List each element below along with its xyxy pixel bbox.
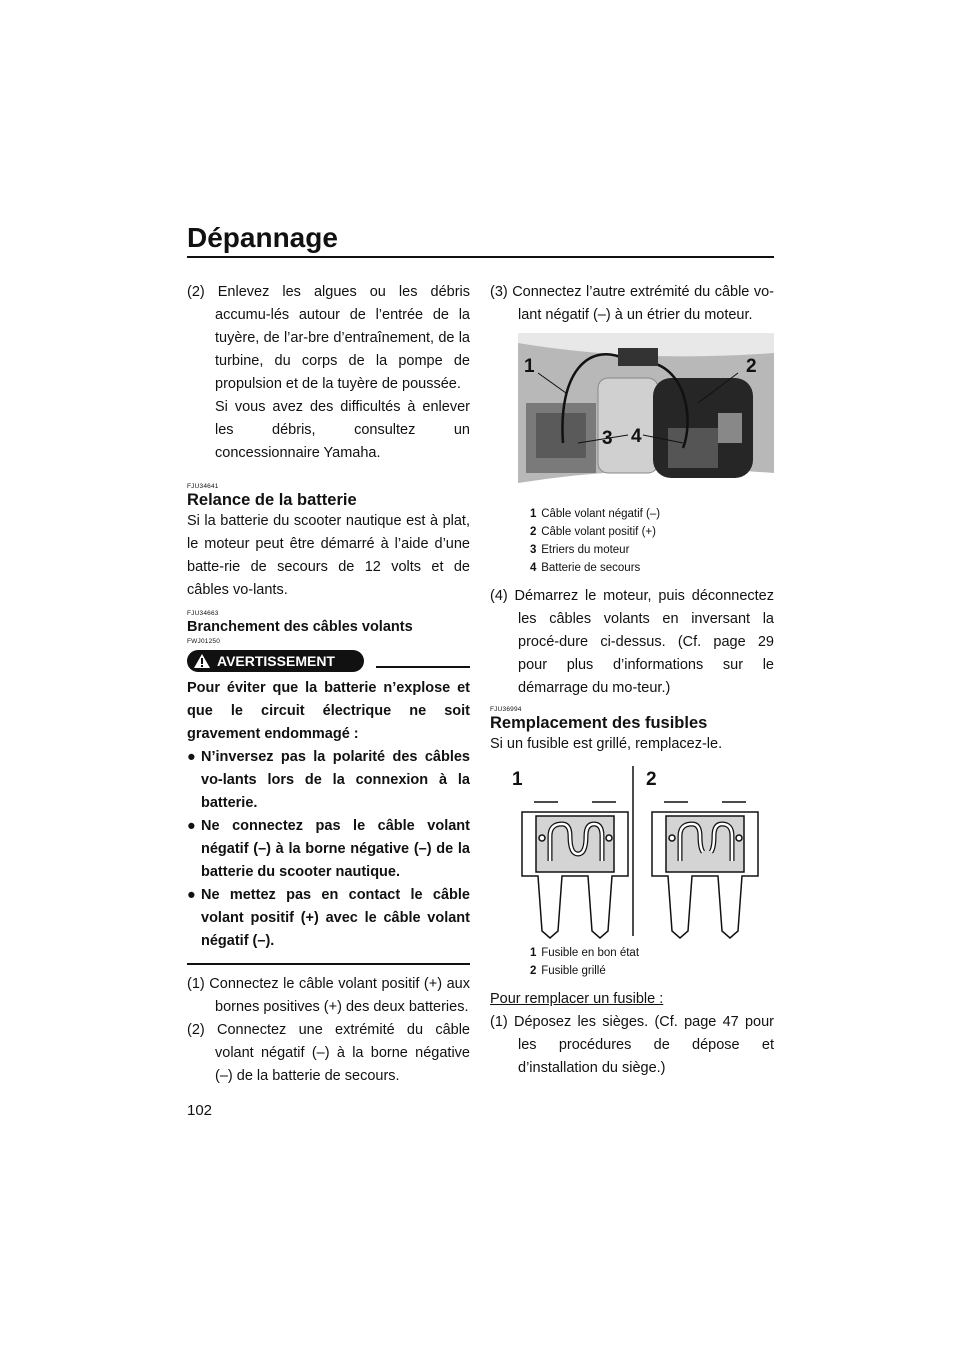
figure-label: 3 xyxy=(602,428,613,449)
reference-code: FJU34641 xyxy=(187,483,219,490)
warning-bullet: ● Ne connectez pas le câble volant négatif (–) à la borne négative (–) de la batterie du scooter nautique. xyxy=(187,815,470,884)
page-title: Dépannage xyxy=(187,222,338,253)
step-3-connect-engine: (3) Connectez l’autre extrémité du câble vo-lant négatif (–) à un étrier du moteur. xyxy=(490,284,774,323)
caption-item: 2 Câble volant positif (+) xyxy=(530,526,656,538)
warning-header xyxy=(187,650,470,672)
step-2-note: Si vous avez des difficultés à enlever les débris, consultez un concessionnaire Yamaha. xyxy=(215,399,470,461)
jump-cable-figure xyxy=(518,333,774,501)
warning-triangle-icon xyxy=(193,653,211,669)
caption-item: 3 Etriers du moteur xyxy=(530,544,630,556)
figure-label: 4 xyxy=(631,426,642,447)
figure-label: 2 xyxy=(646,769,657,790)
header-rule xyxy=(187,256,774,258)
fuse-figure xyxy=(498,766,774,948)
step-2-connect-negative: (2) Connectez une extrémité du câble volant négatif (–) à la borne négative (–) de la batterie de secours. xyxy=(187,1021,470,1084)
warning-end-rule xyxy=(187,963,470,965)
step-1-connect-positive: (1) Connectez le câble volant positif (+) aux bornes positives (+) des deux batteries. xyxy=(187,975,470,1015)
engine-bay-photo xyxy=(518,333,774,501)
left-column xyxy=(187,281,470,1088)
section-text-battery: Si la batterie du scooter nautique est à plat, le moteur peut être démarré à l’aide d’une batte-rie de secours de 12 volts et de câbles vo-lants. xyxy=(187,513,470,598)
section-title-battery: Relance de la batterie xyxy=(187,491,357,509)
warning-body xyxy=(187,677,470,953)
fuse-illustration xyxy=(498,766,768,948)
warning-rule xyxy=(376,666,470,668)
figure-label: 1 xyxy=(512,769,523,790)
reference-code: FJU36994 xyxy=(490,706,522,713)
warning-bullet: ● Ne mettez pas en contact le câble volant positif (+) avec le câble volant négatif (–). xyxy=(187,884,470,953)
caption-item: 1 Câble volant négatif (–) xyxy=(530,508,661,520)
figure-label: 2 xyxy=(746,356,757,377)
procedure-step-1: (1) Déposez les sièges. (Cf. page 47 pour les procédures de dépose et d’installation du siège.) xyxy=(490,1014,774,1076)
reference-code: FWJ01250 xyxy=(187,638,221,645)
warning-intro: Pour éviter que la batterie n’explose et que le circuit électrique ne soit gravement endommagé : xyxy=(187,680,470,742)
subsection-title-cables: Branchement des câbles volants xyxy=(187,619,413,635)
right-column xyxy=(490,281,774,1080)
section-title-fuses: Remplacement des fusibles xyxy=(490,714,708,732)
warning-bullet: ● N’inversez pas la polarité des câbles vo-lants lors de la connexion à la batterie. xyxy=(187,746,470,815)
caption-item: 4 Batterie de secours xyxy=(530,562,641,574)
reference-code: FJU34663 xyxy=(187,610,219,617)
procedure-title: Pour remplacer un fusible : xyxy=(490,991,664,1007)
warning-badge xyxy=(187,650,364,672)
bullet-icon: ● xyxy=(187,818,196,834)
bullet-icon: ● xyxy=(187,749,196,765)
figure-1-captions xyxy=(530,505,774,577)
figure-2-captions xyxy=(530,944,774,980)
section-text-fuses: Si un fusible est grillé, remplacez-le. xyxy=(490,736,723,752)
bullet-icon: ● xyxy=(187,887,196,903)
warning-label: AVERTISSEMENT xyxy=(217,653,335,669)
caption-item: 1 Fusible en bon état xyxy=(530,947,640,959)
step-2-debris: (2) Enlevez les algues ou les débris accumu-lés autour de l’entrée de la tuyère, de l’ar-bre d’entraînement, de la turbine, du corps de la pompe de propulsion et de la tuyère de poussée. xyxy=(187,284,470,392)
step-4-start-engine: (4) Démarrez le moteur, puis déconnectez les câbles volants en inversant la procé-dure ci-dessus. (Cf. page 29 pour plus d’informations sur le démarrage du mo-teur.) xyxy=(490,588,774,696)
page-number: 102 xyxy=(187,1102,213,1119)
caption-item: 2 Fusible grillé xyxy=(530,965,606,977)
figure-label: 1 xyxy=(524,356,535,377)
